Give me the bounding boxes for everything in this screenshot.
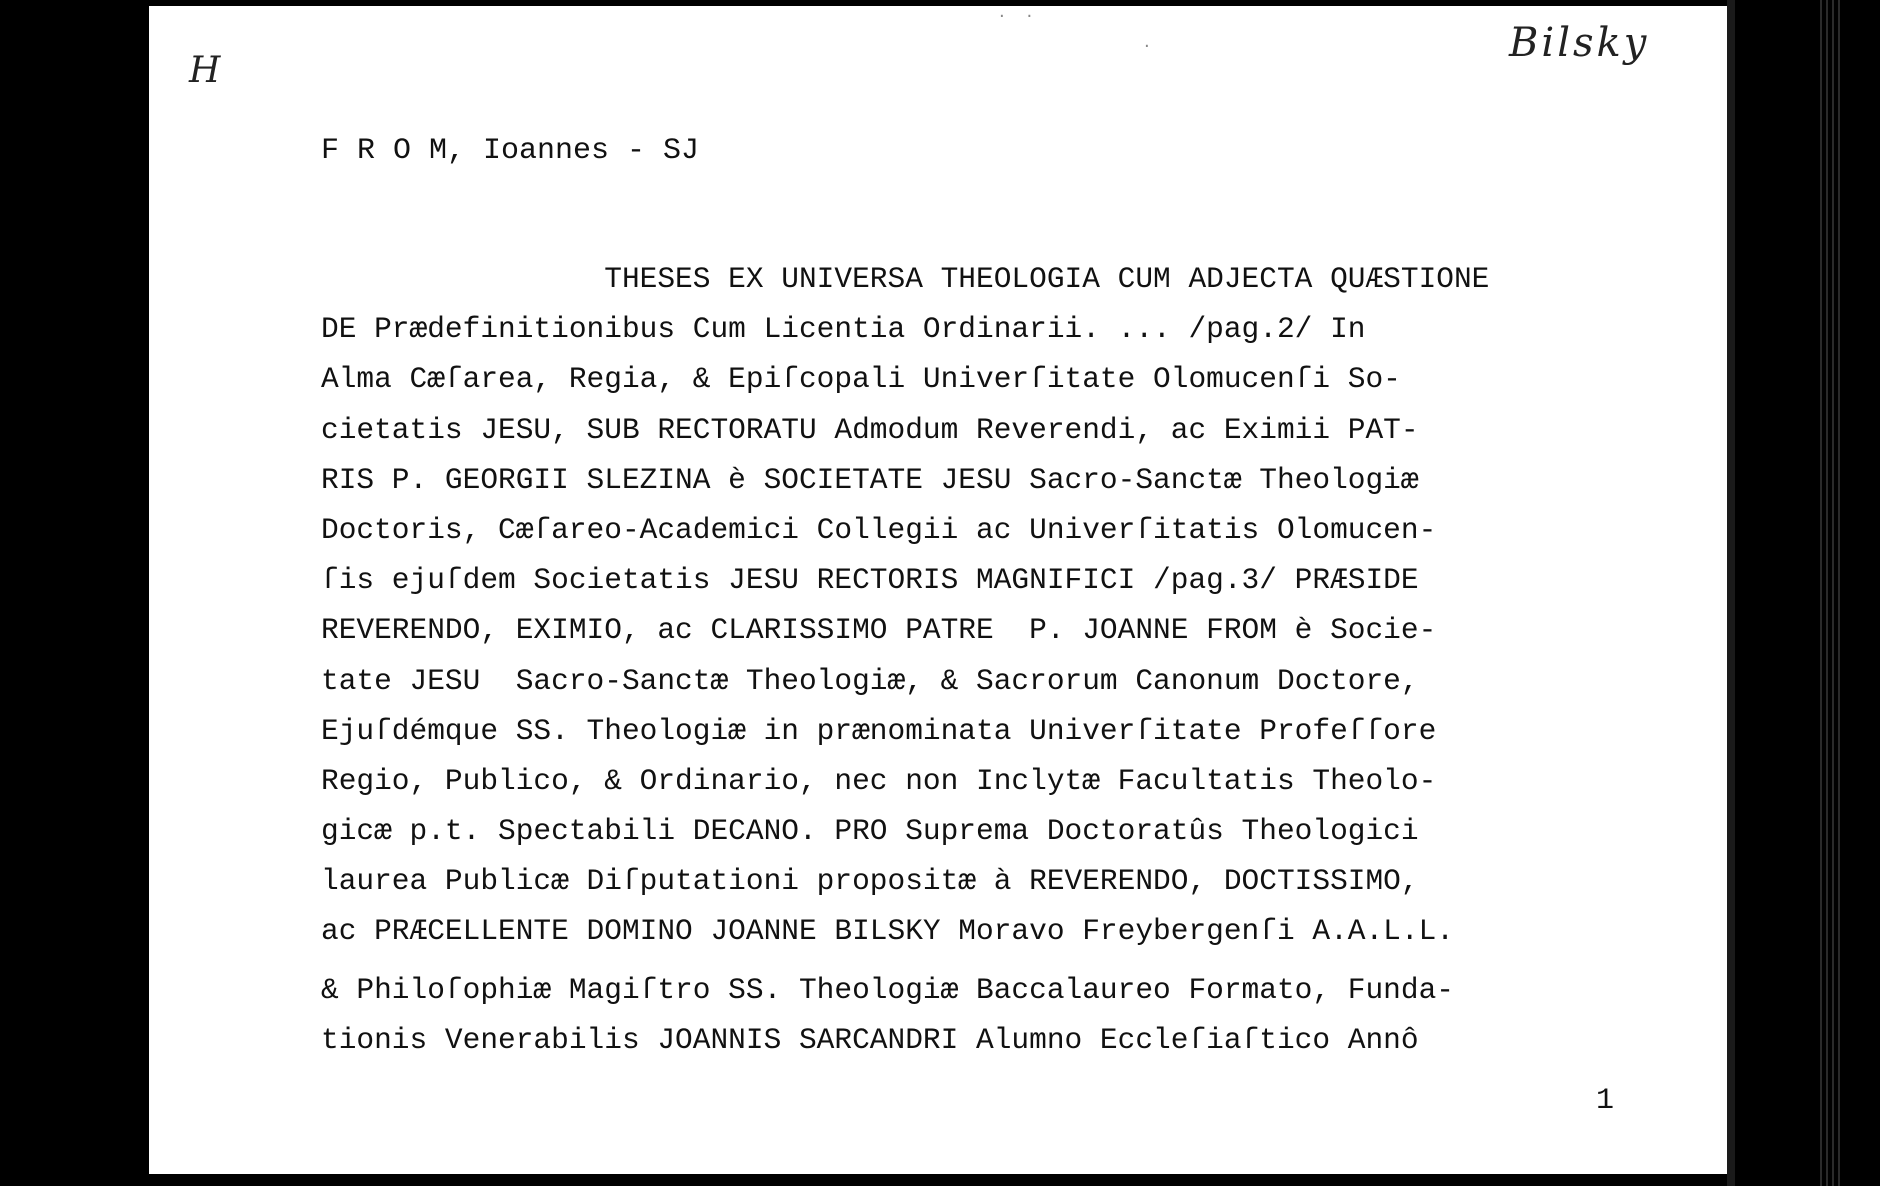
body-line: tionis Venerabilis JOANNIS SARCANDRI Alumno Eccleſiaſtico Annô <box>321 1022 1419 1057</box>
body-line: & Philoſophiæ Magiſtro SS. Theologiæ Baccalaureo Formato, Funda- <box>321 972 1454 1007</box>
card-body <box>321 254 1721 1065</box>
card-heading: F R O M, Ioannes - SJ <box>321 134 700 168</box>
handwritten-mark-right: Bilsky <box>1509 20 1650 66</box>
body-line: Regio, Publico, & Ordinario, nec non Inclytæ Facultatis Theolo- <box>321 763 1437 798</box>
body-line: gicæ p.t. Spectabili DECANO. PRO Suprema Doctoratûs Theologici <box>321 814 1419 849</box>
body-line: Alma Cæſarea, Regia, & Epiſcopali Univerſitate Olomucenſi So- <box>321 362 1401 397</box>
body-line: RIS P. GEORGII SLEZINA è SOCIETATE JESU Sacro-Sanctæ Theologiæ <box>321 462 1419 497</box>
body-line: ac PRÆCELLENTE DOMINO JOANNE BILSKY Moravo Freybergenſi A.A.L.L. <box>321 914 1454 949</box>
body-line: Ejuſdémque SS. Theologiæ in prænominata Univerſitate Profeſſore <box>321 713 1437 748</box>
body-line: DE Prædefinitionibus Cum Licentia Ordinarii. ... /pag.2/ In <box>321 312 1366 347</box>
typed-card <box>149 6 1727 1174</box>
body-line: tate JESU Sacro-Sanctæ Theologiæ, & Sacrorum Canonum Doctore, <box>321 663 1419 698</box>
scan-specks: · <box>1144 36 1150 57</box>
body-line: ſis ejuſdem Societatis JESU RECTORIS MAGNIFICI /pag.3/ PRÆSIDE <box>321 563 1419 598</box>
scan-edge-lines <box>1820 0 1844 1186</box>
scan-specks: · · <box>999 6 1041 27</box>
page-number: 1 <box>1596 1084 1615 1118</box>
body-line: REVERENDO, EXIMIO, ac CLARISSIMO PATRE P. JOANNE FROM è Socie- <box>321 613 1437 648</box>
body-line: cietatis JESU, SUB RECTORATU Admodum Reverendi, ac Eximii PAT- <box>321 412 1419 447</box>
body-line: laurea Publicæ Diſputationi propositæ à REVERENDO, DOCTISSIMO, <box>321 864 1419 899</box>
body-line: THESES EX UNIVERSA THEOLOGIA CUM ADJECTA QUÆSTIONE <box>321 262 1490 296</box>
body-line: Doctoris, Cæſareo-Academici Collegii ac Univerſitatis Olomucen- <box>321 512 1437 547</box>
handwritten-mark-left: H <box>189 50 221 91</box>
scan-edge <box>1727 0 1735 1186</box>
